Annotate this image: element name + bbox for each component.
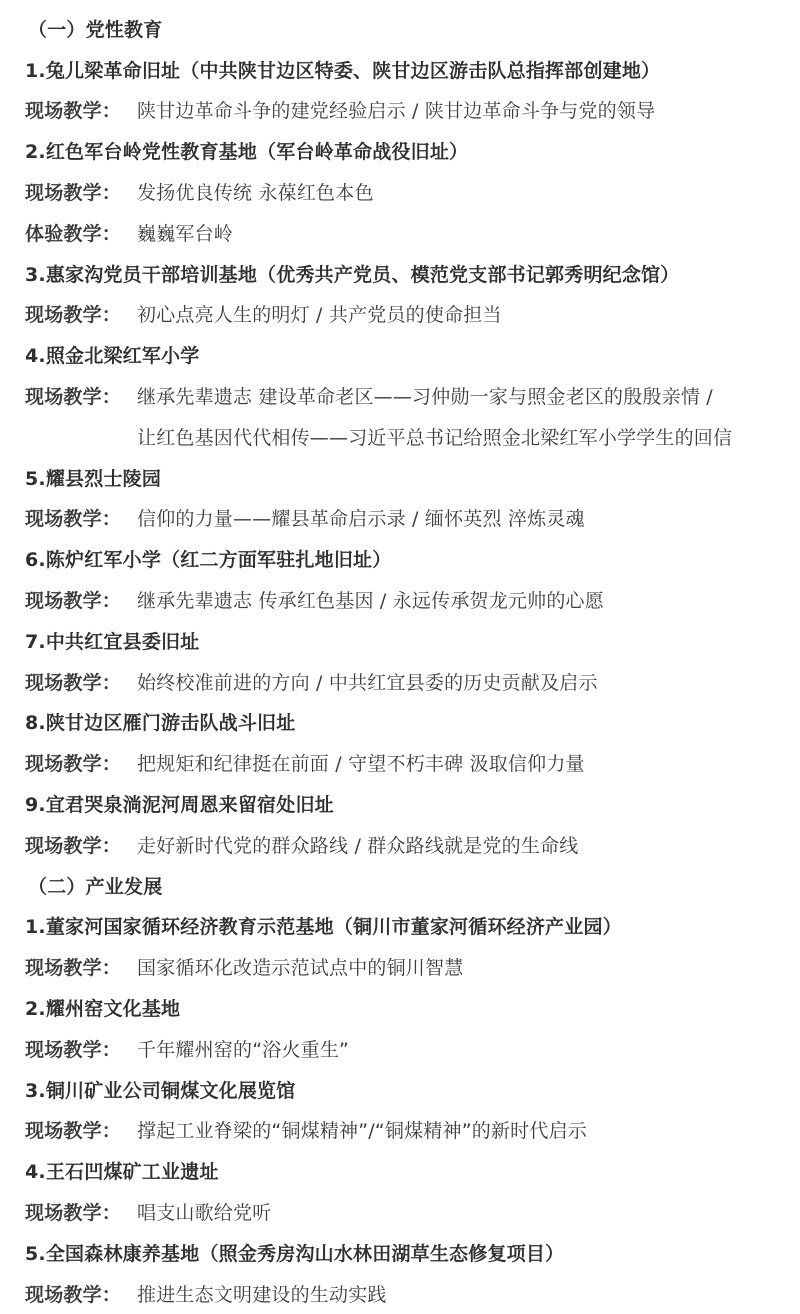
teaching-content: 推进生态文明建设的生动实践 [137, 1283, 387, 1306]
teaching-line [0, 1028, 800, 1069]
teaching-line [0, 1110, 800, 1151]
site-heading: 8.陕甘边区雁门游击队战斗旧址 [25, 712, 296, 735]
teaching-line [0, 742, 800, 783]
teaching-content: 陕甘边革命斗争的建党经验启示 / 陕甘边革命斗争与党的领导 [137, 100, 656, 123]
teaching-line [0, 212, 800, 253]
teaching-label: 现场教学： [25, 182, 122, 205]
site-heading: 4.王石凹煤矿工业遗址 [25, 1161, 219, 1184]
section-heading: （一）党性教育 [28, 18, 163, 41]
teaching-line [0, 661, 800, 702]
teaching-continuation: 让红色基因代代相传——习近平总书记给照金北梁红军小学学生的回信 [137, 426, 733, 449]
teaching-label: 现场教学： [25, 834, 122, 857]
teaching-content: 发扬优良传统 永葆红色本色 [137, 182, 374, 205]
teaching-label: 现场教学： [25, 753, 122, 776]
teaching-content: 继承先辈遗志 建设革命老区——习仲勋一家与照金老区的殷殷亲情 / [137, 386, 713, 409]
teaching-label: 现场教学： [25, 100, 122, 123]
teaching-content: 初心点亮人生的明灯 / 共产党员的使命担当 [137, 304, 502, 327]
site-heading: 5.耀县烈士陵园 [25, 467, 162, 490]
site-heading: 3.惠家沟党员干部培训基地（优秀共产党员、模范党支部书记郭秀明纪念馆） [25, 263, 680, 286]
site-heading: 2.耀州窑文化基地 [25, 998, 181, 1021]
site-heading: 7.中共红宜县委旧址 [25, 630, 200, 653]
site-heading: 3.铜川矿业公司铜煤文化展览馆 [25, 1079, 296, 1102]
teaching-line [0, 375, 800, 416]
teaching-line [0, 579, 800, 620]
teaching-line [0, 1191, 800, 1232]
site-heading: 1.兔儿梁革命旧址（中共陕甘边区特委、陕甘边区游击队总指挥部创建地） [25, 59, 661, 82]
teaching-content: 千年耀州窑的“浴火重生” [137, 1038, 350, 1061]
teaching-label: 现场教学： [25, 1038, 122, 1061]
teaching-content: 国家循环化改造示范试点中的铜川智慧 [137, 957, 464, 980]
site-heading: 4.照金北梁红军小学 [25, 345, 200, 368]
teaching-label: 现场教学： [25, 1120, 122, 1143]
teaching-label: 现场教学： [25, 1283, 122, 1306]
teaching-line [0, 1273, 800, 1314]
teaching-line [0, 171, 800, 212]
teaching-content: 把规矩和纪律挺在前面 / 守望不朽丰碑 汲取信仰力量 [137, 753, 585, 776]
teaching-line [0, 90, 800, 131]
teaching-content: 撑起工业脊梁的“铜煤精神”/“铜煤精神”的新时代启示 [137, 1120, 587, 1143]
teaching-label: 现场教学： [25, 590, 122, 613]
teaching-content: 巍巍军台岭 [137, 222, 234, 245]
section-heading: （二）产业发展 [28, 875, 163, 898]
teaching-line [0, 946, 800, 987]
teaching-content: 唱支山歌给党听 [137, 1202, 272, 1224]
teaching-line [0, 498, 800, 539]
teaching-content: 信仰的力量——耀县革命启示录 / 缅怀英烈 淬炼灵魂 [137, 508, 585, 531]
teaching-label: 现场教学： [25, 304, 122, 327]
site-heading: 6.陈炉红军小学（红二方面军驻扎地旧址） [25, 549, 392, 572]
teaching-label: 体验教学： [25, 222, 122, 245]
teaching-line [0, 824, 800, 865]
teaching-label: 现场教学： [25, 386, 122, 409]
teaching-content: 始终校准前进的方向 / 中共红宜县委的历史贡献及启示 [137, 671, 598, 694]
teaching-label: 现场教学： [25, 508, 122, 531]
teaching-content: 走好新时代党的群众路线 / 群众路线就是党的生命线 [137, 834, 579, 857]
teaching-line [0, 294, 800, 335]
teaching-content: 继承先辈遗志 传承红色基因 / 永远传承贺龙元帅的心愿 [137, 590, 604, 613]
site-heading: 5.全国森林康养基地（照金秀房沟山水林田湖草生态修复项目） [25, 1242, 565, 1265]
teaching-label: 现场教学： [25, 671, 122, 694]
teaching-label: 现场教学： [25, 1202, 122, 1224]
site-heading: 1.董家河国家循环经济教育示范基地（铜川市董家河循环经济产业园） [25, 916, 622, 939]
site-heading: 2.红色军台岭党性教育基地（军台岭革命战役旧址） [25, 141, 469, 164]
teaching-label: 现场教学： [25, 957, 122, 980]
site-heading: 9.宜君哭泉淌泥河周恩来留宿处旧址 [25, 794, 334, 817]
